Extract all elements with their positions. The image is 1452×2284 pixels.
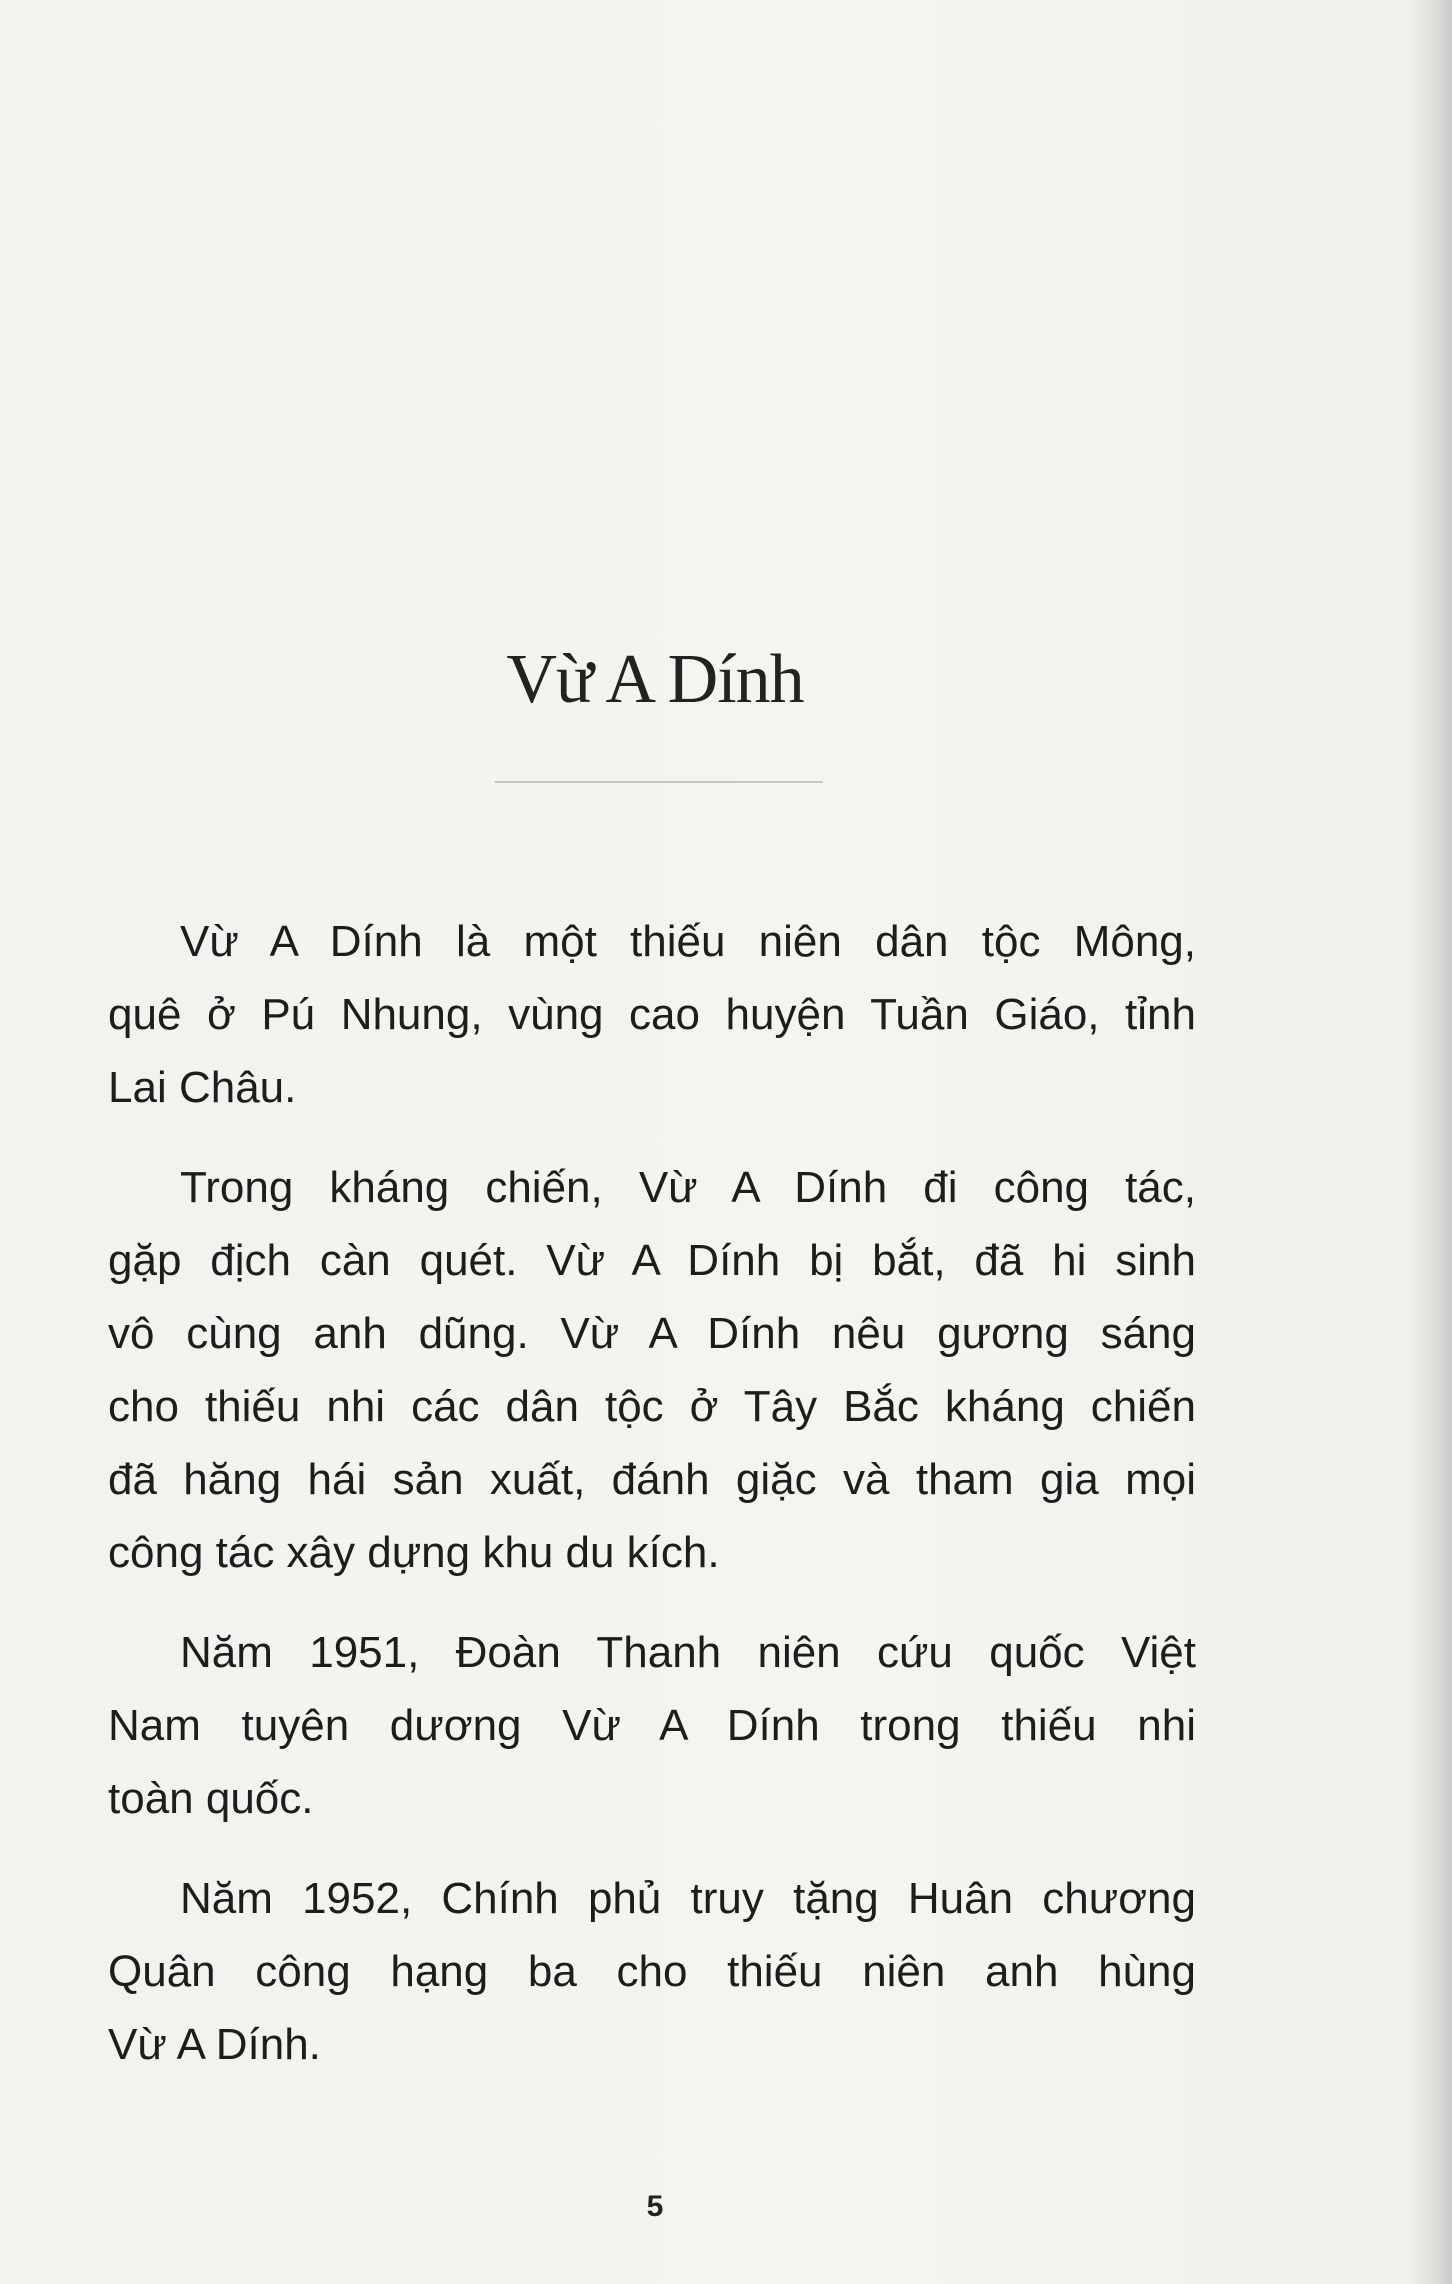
text-line: đã hăng hái sản xuất, đánh giặc và tham gia mọi	[108, 1455, 1196, 1504]
page-number: 5	[646, 2190, 664, 2223]
text-line: Lai Châu.	[108, 1063, 297, 1112]
text-line: Nam tuyên dương Vừ A Dính trong thiếu nhi	[108, 1701, 1196, 1750]
page-title: Vừ A Dính	[506, 641, 804, 718]
text-line: Quân công hạng ba cho thiếu niên anh hùng	[108, 1947, 1196, 1996]
text-line: toàn quốc.	[108, 1774, 314, 1823]
text-line: gặp địch càn quét. Vừ A Dính bị bắt, đã hi sinh	[108, 1236, 1196, 1285]
paragraph	[108, 1862, 1196, 2081]
text-line: Năm 1952, Chính phủ truy tặng Huân chương	[180, 1874, 1196, 1923]
body-text	[108, 905, 1196, 2108]
paragraph	[108, 1616, 1196, 1835]
text-line: vô cùng anh dũng. Vừ A Dính nêu gương sáng	[108, 1309, 1196, 1358]
text-line: Trong kháng chiến, Vừ A Dính đi công tác,	[180, 1163, 1196, 1212]
text-line: cho thiếu nhi các dân tộc ở Tây Bắc kháng chiến	[108, 1382, 1196, 1431]
paragraph	[108, 905, 1196, 1124]
title-divider	[495, 781, 823, 783]
text-line: quê ở Pú Nhung, vùng cao huyện Tuần Giáo, tỉnh	[108, 990, 1196, 1039]
text-line: công tác xây dựng khu du kích.	[108, 1528, 720, 1577]
text-line: Vừ A Dính là một thiếu niên dân tộc Mông,	[180, 917, 1196, 966]
text-line: Vừ A Dính.	[108, 2020, 321, 2069]
text-line: Năm 1951, Đoàn Thanh niên cứu quốc Việt	[180, 1628, 1196, 1677]
paragraph	[108, 1151, 1196, 1589]
